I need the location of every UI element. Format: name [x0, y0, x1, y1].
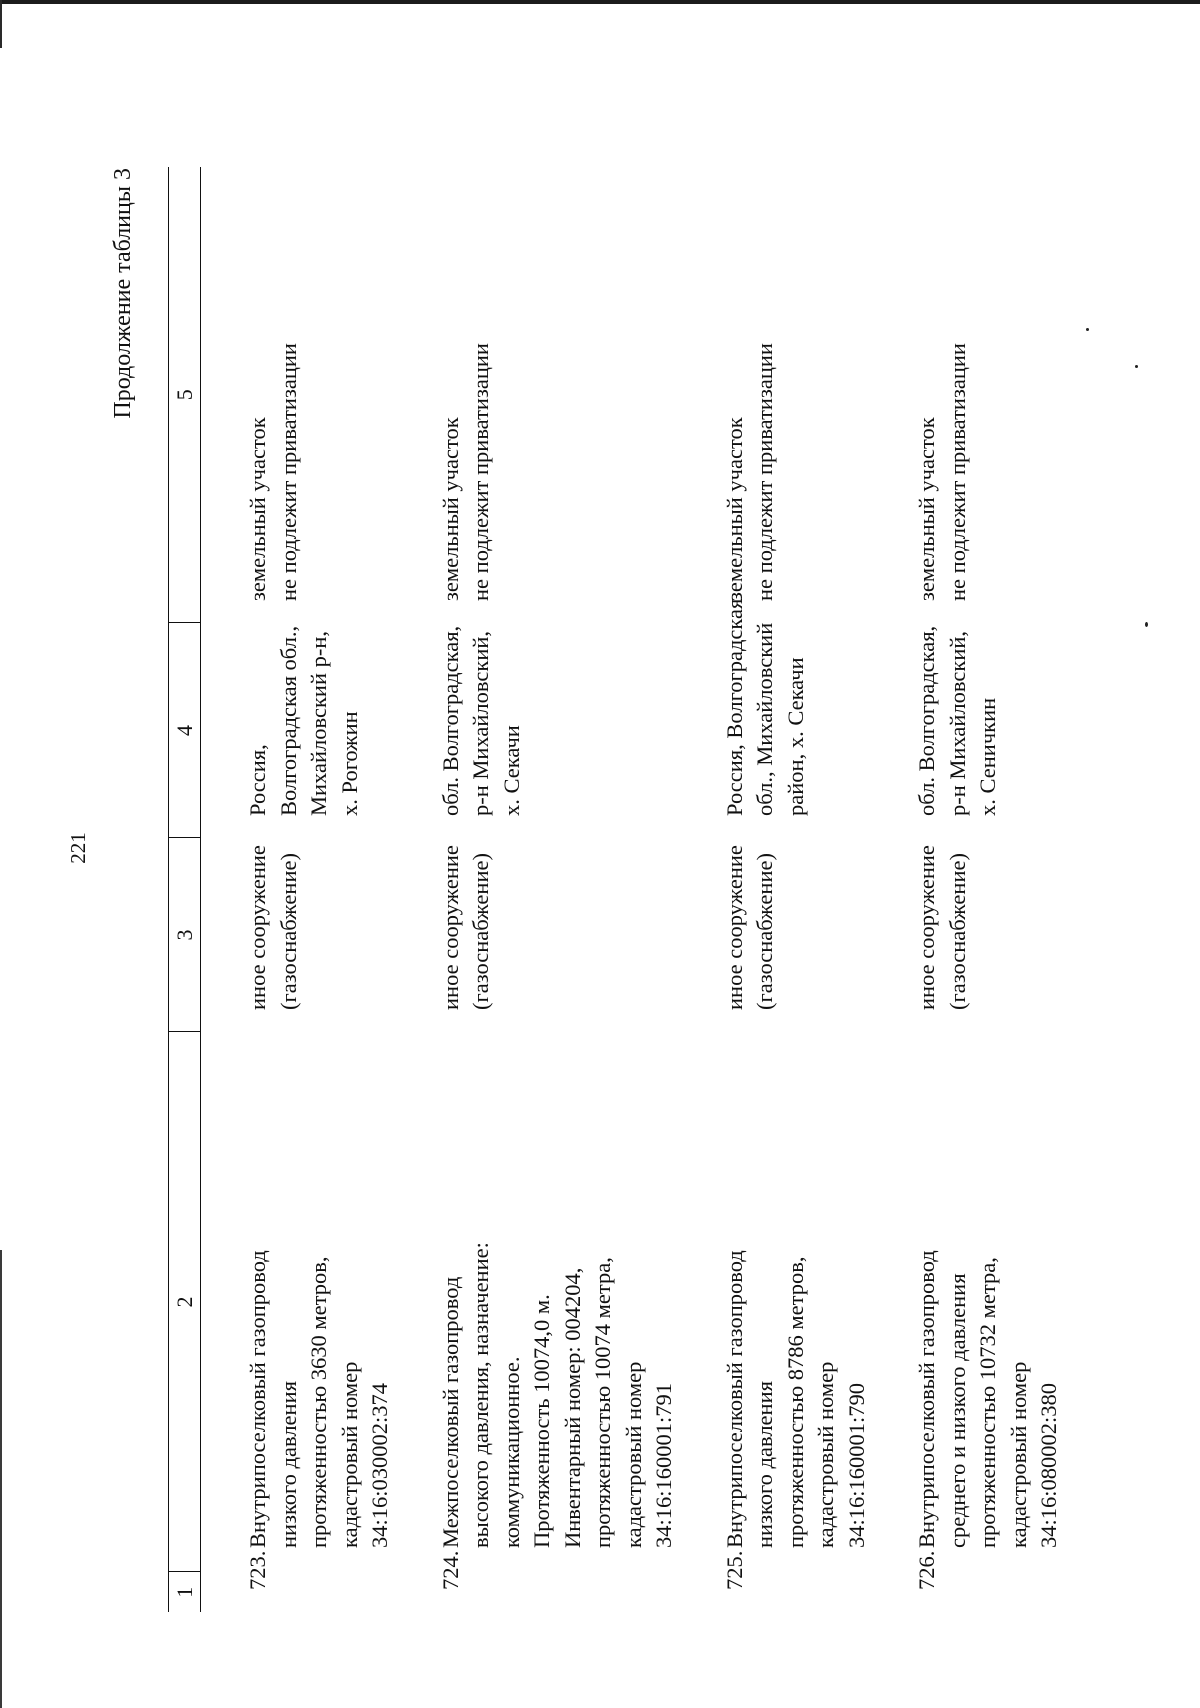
text-line: иное сооружение: [437, 845, 463, 1010]
text-line: х. Рогожин: [336, 711, 362, 816]
text-line: не подлежит приватизации: [275, 343, 301, 601]
text-line: район, х. Секачи: [782, 657, 808, 816]
text-line: х. Секачи: [498, 725, 524, 816]
column-header-3: 3: [169, 838, 201, 1032]
text-line: Михайловский р-н,: [306, 630, 331, 816]
object-type: [396, 838, 680, 1032]
object-note: [872, 167, 1065, 623]
text-line: 34:16:160001:790: [843, 1382, 869, 1548]
text-line: Внутрипоселковый газопровод: [245, 1250, 270, 1548]
table-container: [168, 167, 1065, 1612]
text-line: Межпоселковый газопровод: [437, 1276, 463, 1548]
text-line: коммуникационное.: [498, 1356, 524, 1548]
text-line: р-н Михайловский,: [944, 630, 970, 816]
table-row: [872, 167, 1065, 1612]
text-line: протяженностью 10074 метра,: [590, 1257, 615, 1548]
text-line: протяженностью 8786 метров,: [782, 1256, 808, 1548]
object-name: [680, 1032, 873, 1572]
row-number: 724.: [437, 1550, 463, 1590]
table-row: [201, 167, 396, 1612]
text-line: Волгоградская обл.,: [275, 625, 301, 816]
text-line: (газоснабжение): [752, 853, 777, 1010]
text-line: протяженностью 10732 метра,: [975, 1257, 1000, 1548]
text-line: (газоснабжение): [468, 853, 493, 1010]
text-line: обл. Волгоградская,: [437, 625, 463, 816]
text-line: земельный участок: [914, 417, 939, 601]
object-name: [872, 1032, 1065, 1572]
text-line: высокого давления, назначение:: [468, 1242, 493, 1548]
text-line: земельный участок: [245, 417, 270, 601]
object-address: [396, 623, 680, 838]
column-header-5: 5: [169, 167, 201, 623]
object-type: [680, 838, 873, 1032]
row-number: 725.: [721, 1550, 747, 1590]
text-line: Внутрипоселковый газопровод: [914, 1250, 939, 1548]
property-table: [168, 167, 1065, 1612]
row-number: 723.: [245, 1550, 270, 1590]
object-note: [396, 167, 680, 623]
text-line: Протяженность 10074,0 м.: [529, 1294, 554, 1548]
text-line: Россия,: [245, 744, 270, 816]
table-row: [396, 167, 680, 1612]
text-line: х. Сеничкин: [975, 697, 1000, 816]
text-line: Внутрипоселковый газопровод: [721, 1250, 747, 1548]
text-line: Инвентарный номер: 004204,: [559, 1267, 585, 1548]
table-header-row: [169, 167, 201, 1612]
object-note: [680, 167, 873, 623]
text-line: протяженностью 3630 метров,: [306, 1256, 331, 1548]
text-line: Россия, Волгоградская: [721, 598, 747, 816]
text-line: 34:16:030002:374: [367, 1382, 392, 1548]
text-line: не подлежит приватизации: [468, 343, 493, 601]
row-number: 726.: [914, 1550, 939, 1590]
text-line: обл. Волгоградская,: [914, 625, 939, 816]
text-line: кадастровый номер: [813, 1361, 838, 1548]
text-line: (газоснабжение): [275, 853, 301, 1010]
table-row: [680, 167, 873, 1612]
object-note: [201, 167, 396, 623]
column-header-4: 4: [169, 623, 201, 838]
text-line: земельный участок: [721, 417, 747, 601]
column-header-2: 2: [169, 1032, 201, 1572]
text-line: иное сооружение: [245, 845, 270, 1010]
object-address: [201, 623, 396, 838]
object-address: [680, 598, 873, 838]
text-line: обл., Михайловский: [752, 622, 777, 816]
text-line: кадастровый номер: [1005, 1361, 1031, 1548]
text-line: низкого давления: [752, 1381, 777, 1548]
text-line: среднего и низкого давления: [944, 1273, 970, 1548]
text-line: (газоснабжение): [944, 853, 970, 1010]
text-line: 34:16:080002:380: [1036, 1382, 1061, 1548]
object-type: [872, 838, 1065, 1032]
text-line: низкого давления: [275, 1381, 301, 1548]
text-line: не подлежит приватизации: [752, 343, 777, 601]
object-name: [396, 1032, 680, 1572]
object-address: [872, 623, 1065, 838]
text-line: кадастровый номер: [336, 1361, 362, 1548]
table-caption: Продолжение таблицы 3: [110, 168, 136, 419]
page-number: 221: [66, 832, 90, 864]
text-line: кадастровый номер: [620, 1361, 646, 1548]
text-line: иное сооружение: [914, 845, 939, 1010]
object-name: [201, 1032, 396, 1572]
text-line: 34:16:160001:791: [651, 1382, 676, 1548]
text-line: р-н Михайловский,: [468, 630, 493, 816]
text-line: земельный участок: [437, 417, 463, 601]
text-line: иное сооружение: [721, 845, 747, 1010]
column-header-1: 1: [169, 1572, 201, 1612]
object-type: [201, 838, 396, 1032]
text-line: не подлежит приватизации: [944, 343, 970, 601]
